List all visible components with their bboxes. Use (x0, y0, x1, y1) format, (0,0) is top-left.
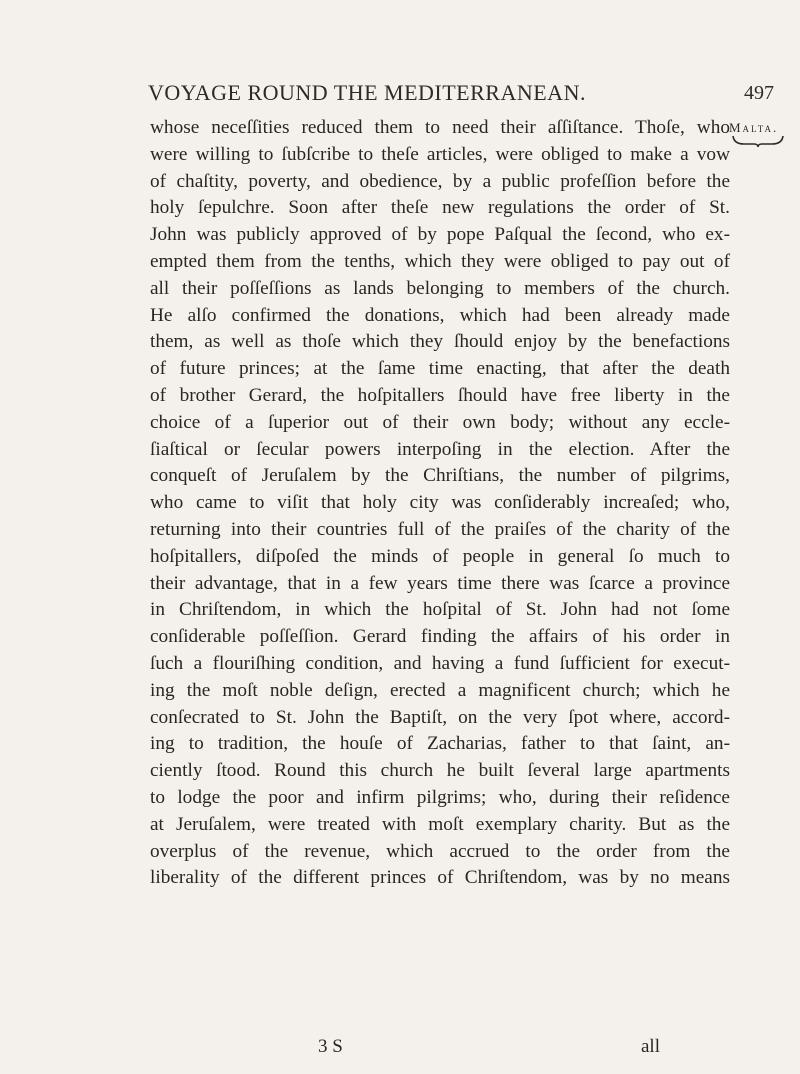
text-line: ſiaſtical or ſecular powers interpoſing in the election. After the (150, 438, 730, 460)
text-line: to lodge the poor and infirm pilgrims; who, during their reſidence (150, 786, 730, 808)
text-line: empted them from the tenths, which they were obliged to pay out of (150, 250, 730, 272)
text-line: He alſo confirmed the donations, which had been already made (150, 304, 730, 326)
page-number: 497 (744, 82, 774, 104)
text-line: conqueſt of Jeruſalem by the Chriſtians, the number of pilgrims, (150, 465, 730, 487)
text-line: of brother Gerard, the hoſpitallers ſhould have free liberty in the (150, 384, 730, 406)
text-line: them, as well as thoſe which they ſhould enjoy by the benefactions (150, 331, 730, 353)
running-title: VOYAGE ROUND THE MEDITERRANEAN. (148, 80, 586, 105)
text-line: conſecrated to St. John the Baptiſt, on the very ſpot where, accord- (150, 706, 730, 728)
page-footer (150, 1036, 660, 1062)
text-line: ciently ſtood. Round this church he built ſeveral large apartments (150, 760, 730, 782)
text-line: ing the moſt noble deſign, erected a magnificent church; which he (150, 679, 730, 701)
text-line: returning into their countries full of the praiſes of the charity of the (150, 518, 730, 540)
text-line: in Chriſtendom, in which the hoſpital of St. John had not ſome (150, 599, 730, 621)
text-line: overplus of the revenue, which accrued to the order from the (150, 840, 730, 862)
text-line: their advantage, that in a few years time there was ſcarce a province (150, 572, 730, 594)
text-line: ſuch a flouriſhing condition, and having a fund ſufficient for execut- (150, 652, 730, 674)
catchword: all (641, 1036, 660, 1057)
text-line: were willing to ſubſcribe to theſe articles, were obliged to make a vow (150, 143, 730, 165)
text-line: whose neceſſities reduced them to need their aſſiſtance. Thoſe, who (150, 117, 730, 138)
text-line: choice of a ſuperior out of their own body; without any eccle- (150, 411, 730, 433)
marginal-note: Malta. (729, 120, 779, 135)
text-line: liberality of the different princes of Chriſtendom, was by no means (150, 867, 730, 889)
margin-brace-icon (732, 134, 784, 148)
text-line: of chaſtity, poverty, and obedience, by a public profeſſion before the (150, 170, 730, 192)
text-line: of future princes; at the ſame time enacting, that after the death (150, 358, 730, 380)
text-line: John was publicly approved of by pope Paſqual the ſecond, who ex- (150, 224, 730, 246)
text-line: conſiderable poſſeſſion. Gerard finding the affairs of his order in (150, 626, 730, 648)
text-line: holy ſepulchre. Soon after theſe new regulations the order of St. (150, 197, 730, 219)
text-line: at Jeruſalem, were treated with moſt exemplary charity. But as the (150, 813, 730, 835)
text-line: all their poſſeſſions as lands belonging to members of the church. (150, 277, 730, 299)
text-line: ing to tradition, the houſe of Zacharias, father to that ſaint, an- (150, 733, 730, 755)
text-line: hoſpitallers, diſpoſed the minds of people in general ſo much to (150, 545, 730, 567)
text-line: who came to viſit that holy city was conſiderably increaſed; who, (150, 492, 730, 514)
body-text (150, 115, 730, 892)
signature-mark: 3 S (318, 1036, 343, 1057)
